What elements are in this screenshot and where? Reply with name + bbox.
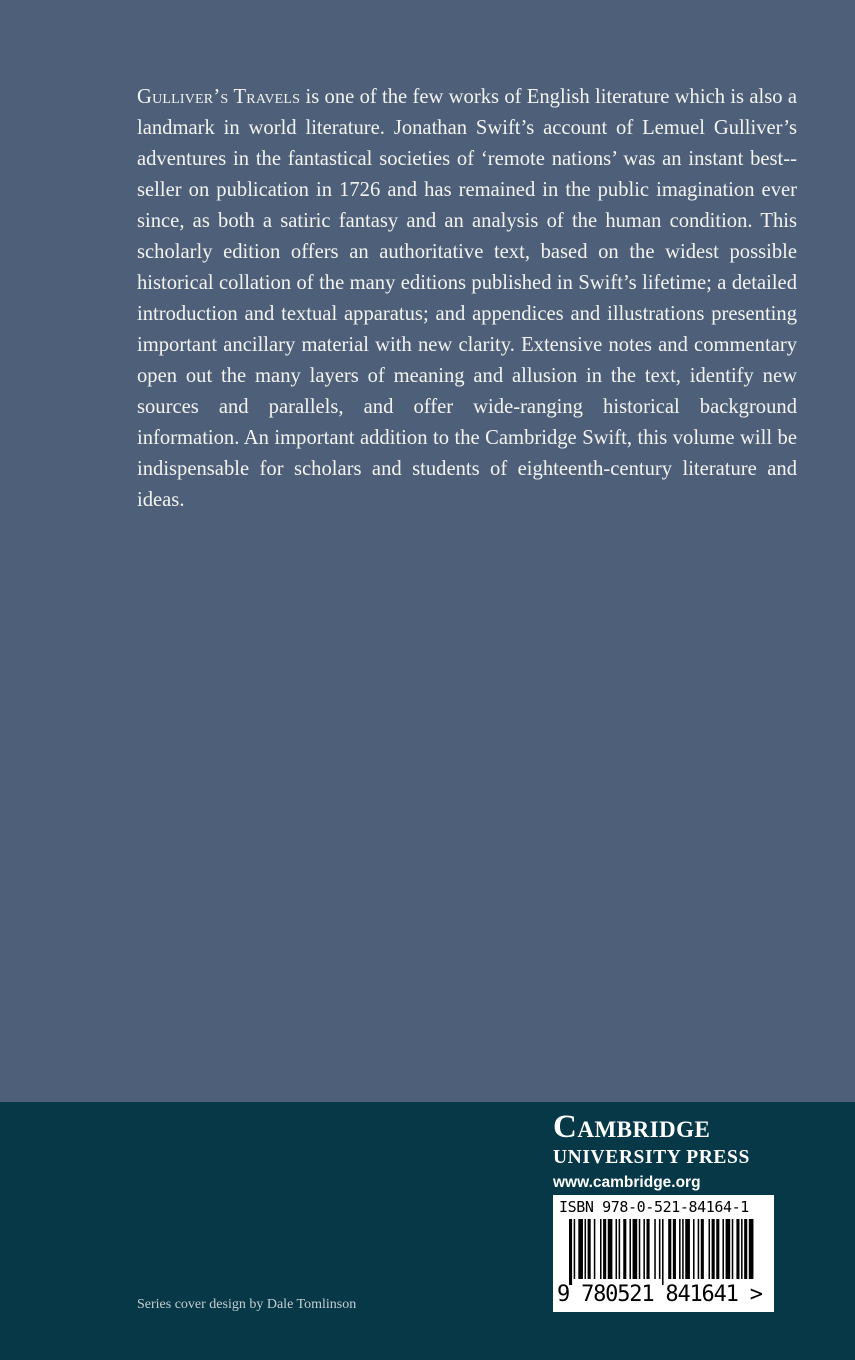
isbn-label: ISBN 978-0-521-84164-1 [559, 1198, 749, 1216]
barcode-bar [693, 1219, 695, 1279]
blurb-text: is one of the few works of English literature which is also a landmark in world literature. Jonathan Swift’s account of Lemuel Gulliver’s adventures in the fantastical societies of ‘remote nations’ was an instant best-seller on publication in 1726 and has remained in the public imagination ever since, as both a satiric fantasy and an analysis of the human condition. This scholarly edition offers an authoritative text, based on the widest possible historical collation of the many editions published in Swift’s lifetime; a detailed introduction and textual apparatus; and appendices and illustrations presenting important ancillary material with new clarity. Extensive notes and commentary open out the many layers of meaning and allusion in the text, identify new sources and parallels, and offer wide-ranging historical background information. An important addition to the Cambridge Swift, this volume will be indispensable for scholars and students of eighteenth-century literature and ideas. [137, 86, 797, 511]
barcode-bar [741, 1219, 743, 1279]
description-blurb [137, 82, 797, 516]
barcode-bar [736, 1219, 739, 1279]
barcode-icon [553, 1219, 774, 1285]
barcode-bar [679, 1219, 681, 1279]
barcode-bar [623, 1219, 626, 1279]
publisher-subtitle: UNIVERSITY PRESS [553, 1147, 750, 1168]
barcode-bar [668, 1219, 671, 1279]
publisher-logo [553, 1106, 775, 1192]
barcode-bar [619, 1219, 621, 1279]
publisher-url: www.cambridge.org [553, 1174, 701, 1191]
book-title: Gulliver’s Travels [137, 86, 301, 108]
barcode-bar [726, 1219, 731, 1279]
barcode-bar [732, 1219, 734, 1279]
barcode-bar [749, 1219, 754, 1279]
barcode-bar [569, 1219, 572, 1285]
barcode-bar [673, 1219, 676, 1279]
barcode-bar [588, 1219, 591, 1279]
publisher-name: Cambridge [553, 1109, 711, 1145]
barcode-bar [633, 1219, 638, 1279]
barcode-bar [647, 1219, 650, 1279]
barcode-bar [682, 1219, 684, 1279]
barcode-bar [716, 1219, 719, 1279]
barcode-bar [574, 1219, 576, 1279]
barcode-bar [608, 1219, 613, 1279]
barcode-bar [654, 1219, 656, 1279]
barcode-digits: 9 780521 841641 > [557, 1282, 762, 1307]
barcode-bar [616, 1219, 618, 1279]
barcode-bar [701, 1219, 704, 1279]
barcode-bar [722, 1219, 724, 1279]
barcode-bar [578, 1219, 583, 1279]
barcode-bar [585, 1219, 587, 1279]
barcode-bar [712, 1219, 715, 1279]
barcode-bar [600, 1219, 602, 1279]
barcode-bar [659, 1219, 661, 1279]
barcode-bar [698, 1219, 700, 1279]
barcode-bar [709, 1219, 711, 1279]
isbn-barcode [553, 1195, 774, 1312]
barcode-bar [685, 1219, 690, 1279]
barcode-bar [603, 1219, 606, 1279]
barcode-bar [744, 1219, 747, 1279]
barcode-bar [639, 1219, 641, 1279]
barcode-bar [594, 1219, 596, 1279]
cover-design-credit: Series cover design by Dale Tomlinson [137, 1297, 357, 1312]
barcode-bar [662, 1219, 664, 1285]
barcode-bar [643, 1219, 645, 1279]
barcode-bar [629, 1219, 631, 1279]
